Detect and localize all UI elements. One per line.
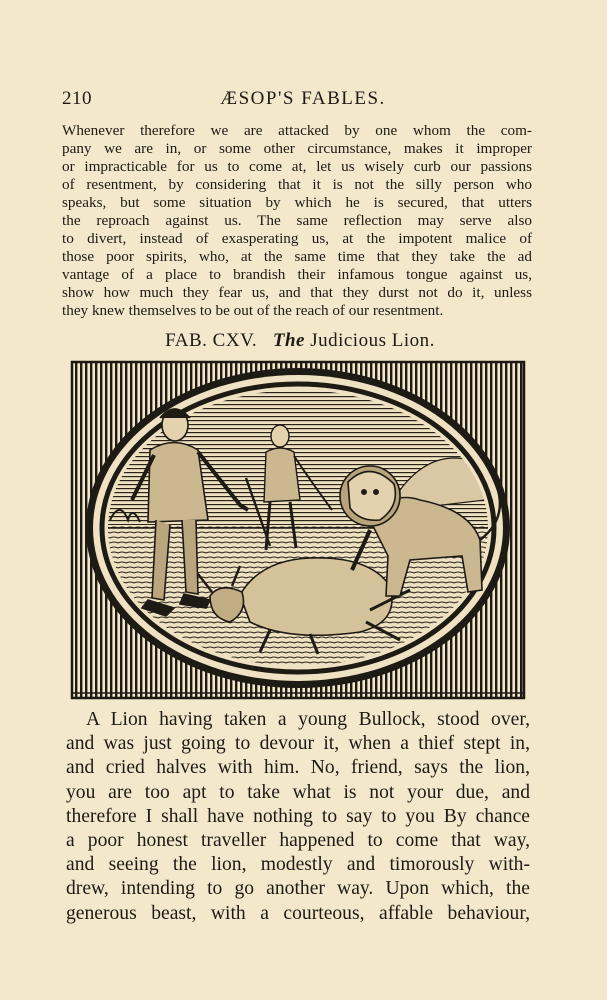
text-line: A Lion having taken a young Bullock, stood over, xyxy=(86,709,530,730)
text-line: you are too apt to take what is not your due, and xyxy=(66,781,530,803)
running-title: ÆSOP'S FABLES. xyxy=(220,88,386,109)
text-line: speaks, but some situation by which he is secured, that utters xyxy=(62,194,532,211)
fable-title: Judicious Lion. xyxy=(310,330,435,351)
text-line: the reproach against us. The same reflection may serve also xyxy=(62,212,532,229)
woodcut-svg xyxy=(70,360,528,700)
text-line: of resentment, by considering that it is not the silly person who xyxy=(62,176,532,193)
top-paragraph xyxy=(62,122,532,320)
fable-title-article: The xyxy=(272,330,305,351)
fable-number: FAB. CXV. xyxy=(165,330,258,351)
text-line: generous beast, with a courteous, affable behaviour, xyxy=(66,902,530,924)
text-line: therefore I shall have nothing to say to you By chance xyxy=(66,805,530,827)
page-number: 210 xyxy=(62,88,92,109)
text-line: show how much they fear us, and that they durst not do it, unless xyxy=(62,284,532,301)
text-line: or impracticable for us to come at, let us wisely curb our passions xyxy=(62,158,532,175)
text-line: they knew themselves to be out of the reach of our resentment. xyxy=(62,302,444,319)
fable-heading xyxy=(62,330,538,352)
text-line: drew, intending to go another way. Upon which, the xyxy=(66,878,530,900)
text-line: and cried halves with him. No, friend, says the lion, xyxy=(66,757,530,779)
text-line: to divert, instead of exasperating us, at the impotent malice of xyxy=(62,230,532,247)
text-line: and seeing the lion, modestly and timorously with- xyxy=(66,854,530,876)
text-line: pany we are in, or some other circumstance, makes it improper xyxy=(62,140,532,157)
text-line: those poor spirits, who, at the same time that they take the ad xyxy=(62,248,532,265)
text-line: a poor honest traveller happened to come that way, xyxy=(66,830,530,852)
text-line: and was just going to devour it, when a thief stept in, xyxy=(66,733,530,755)
woodcut-illustration xyxy=(70,360,528,700)
page-header xyxy=(62,88,544,112)
bottom-paragraph xyxy=(66,708,530,926)
text-line: Whenever therefore we are attacked by one whom the com- xyxy=(62,122,532,139)
text-line: vantage of a place to brandish their infamous tongue against us, xyxy=(62,266,532,283)
